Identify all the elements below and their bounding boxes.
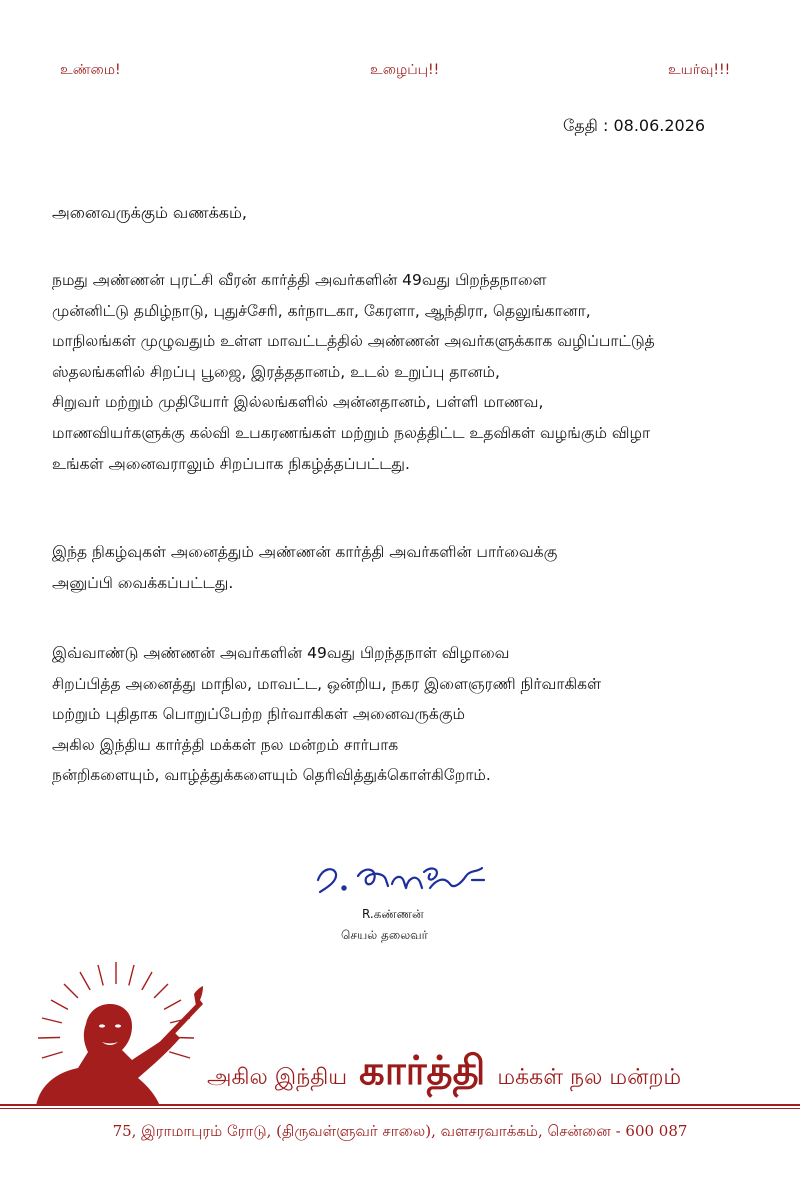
letter-date: தேதி : 08.06.2026 (563, 116, 706, 135)
paragraph-forwarded (52, 537, 752, 598)
footer-divider-thin (0, 1108, 800, 1109)
motto-truth: உண்மை! (60, 62, 121, 78)
paragraph-events (52, 265, 752, 479)
signer-name: R.கண்ணன் (362, 907, 424, 921)
paragraph-line: இவ்வாண்டு அண்ணன் அவர்களின் 49வது பிறந்தநாள் விழாவை (52, 644, 510, 662)
paragraph-line: மாணவியர்களுக்கு கல்வி உபகரணங்கள் மற்றும் நலத்திட்ட உதவிகள் வழங்கும் விழா (52, 423, 651, 442)
organization-name (207, 1048, 681, 1104)
paragraph-line: அனுப்பி வைக்கப்பட்டது. (52, 573, 234, 592)
paragraph-line: மாநிலங்கள் முழுவதும் உள்ள மாவட்டத்தில் அண்ணன் அவர்களுக்காக வழிப்பாட்டுத் (52, 332, 655, 351)
greeting: அனைவருக்கும் வணக்கம், (52, 203, 247, 222)
paragraph-line: நமது அண்ணன் புரட்சி வீரன் கார்த்தி அவர்களின் 49வது பிறந்தநாளை (52, 271, 547, 289)
paragraph-line: சிறுவர் மற்றும் முதியோர் இல்லங்களில் அன்னதானம், பள்ளி மாணவ, (52, 393, 544, 412)
paragraph-thanks (52, 638, 752, 791)
motto-progress: உயர்வு!!! (668, 62, 731, 78)
handwritten-signature (312, 858, 492, 902)
paragraph-line: அகில இந்திய கார்த்தி மக்கள் நல மன்றம் சார்பாக (52, 735, 399, 754)
footer-address: 75, இராமாபுரம் ரோடு, (திருவள்ளுவர் சாலை), வளசரவாக்கம், சென்னை - 600 087 (112, 1122, 688, 1140)
org-name-highlight: கார்த்தி (359, 1048, 486, 1094)
org-name-suffix: மக்கள் நல மன்றம் (497, 1065, 682, 1090)
paragraph-line: உங்கள் அனைவராலும் சிறப்பாக நிகழ்த்தப்பட்டது. (52, 454, 410, 473)
motto-hard-work: உழைப்பு!! (370, 62, 440, 78)
paragraph-line: சிறப்பித்த அனைத்து மாநில, மாவட்ட, ஒன்றிய, நகர இளைஞரணி நிர்வாகிகள் (52, 674, 602, 693)
signer-title: செயல் தலைவர் (341, 928, 428, 942)
footer-divider (0, 1104, 800, 1106)
paragraph-line: மற்றும் புதிதாக பொறுப்பேற்ற நிர்வாகிகள் அனைவருக்கும் (52, 705, 465, 724)
paragraph-line: முன்னிட்டு தமிழ்நாடு, புதுச்சேரி, கர்நாடகா, கேரளா, ஆந்திரா, தெலுங்கானா, (52, 301, 591, 320)
paragraph-line: இந்த நிகழ்வுகள் அனைத்தும் அண்ணன் கார்த்தி அவர்களின் பார்வைக்கு (52, 543, 558, 561)
org-name-prefix: அகில இந்திய (207, 1065, 348, 1090)
paragraph-line: ஸ்தலங்களில் சிறப்பு பூஜை, இரத்ததானம், உடல் உறுப்பு தானம், (52, 362, 500, 381)
paragraph-line: நன்றிகளையும், வாழ்த்துக்களையும் தெரிவித்துக்கொள்கிறோம். (52, 766, 491, 785)
organization-emblem (28, 960, 203, 1106)
